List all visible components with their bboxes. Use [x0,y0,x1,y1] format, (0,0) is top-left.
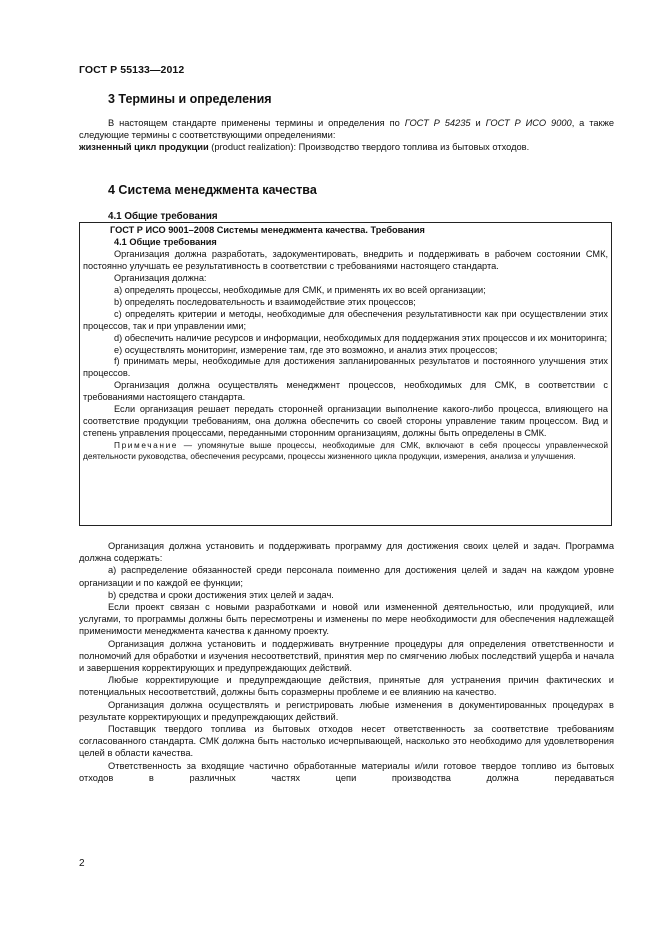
subsection-4-1-heading: 4.1 Общие требования [108,211,218,222]
box-paragraph: Организация должна: [114,272,207,283]
body-paragraph: Любые корректирующие и предупреждающие действия, принятые для устранения причин фактических и потенциальных несоответствий, должны быть соразмерны проблеме и ее влиянию на качество. [79,675,614,698]
box-paragraph: Если организация решает передать сторонней организации выполнение какого-либо процесса, влияющего на соответствие продукции требованиям, она должна обеспечить со своей стороны управление таким процессом. Вид и степень управления процессами, переданными сторонним организациям, должны быть определены в СМК. [83,404,608,439]
box-list-item: e) осуществлять мониторинг, измерение там, где это возможно, и анализ этих процессов; [114,344,498,355]
document-id-header: ГОСТ Р 55133—2012 [79,64,185,76]
body-paragraph: Организация должна установить и поддерживать внутренние процедуры для определения ответственности и полномочий для обработки и изучения несоответствий, принятия мер по смягчению любых последствий ущерба и начала и завершения корректирующих и предупреждающих действий. [79,638,614,674]
page-number: 2 [79,858,85,869]
term-name: жизненный цикл продукции [79,142,209,153]
body-list-item: a) распределение обязанностей среди персонала поименно для достижения целей и задач на каждом уровне организации и по каждой ее функции; [79,565,614,588]
reference-gost-iso-9000: ГОСТ Р ИСО 9000 [485,118,572,128]
body-paragraph: Поставщик твердого топлива из бытовых отходов несет ответственность за соответствие требованиям согласованного стандарта. СМК должна быть настолько исчерпывающей, насколько это необходимо для удовлетворения целей в области качества. [79,724,614,759]
quoted-standard-box [79,222,612,526]
box-list-item: b) определять последовательность и взаимодействие этих процессов; [114,296,416,307]
body-paragraph: Если проект связан с новыми разработками и новой или измененной деятельностью, или продукцией, или услугами, то программы должны быть пересмотрены и изменены по мере необходимости для обеспечения надлежащей применимости менеджмента качества к данному проекту. [79,602,614,637]
quoted-subsection-heading: 4.1 Общие требования [114,236,217,247]
section-4-body [79,540,614,784]
quoted-standard-title: ГОСТ Р ИСО 9001–2008 Системы менеджмента качества. Требования [110,225,425,235]
box-paragraph: Организация должна разработать, задокументировать, внедрить и поддерживать в рабочем состоянии СМК, постоянно улучшать ее результативность в соответствии с требованиями настоящего стандарта. [83,248,608,271]
term-definition: жизненный цикл продукции (product realization): Производство твердого топлива из бытовых отходов. [79,142,530,153]
section-4-heading: 4 Система менеджмента качества [108,183,317,197]
body-list-item: b) средства и сроки достижения этих целей и задач. [108,589,334,600]
box-note: Примечание — упомянутые выше процессы, необходимые для СМК, включают в себя процессы управленческой деятельности руководства, обеспечения ресурсами, процессы жизненного цикла продукции, измерения, анализа и улучшения. [83,440,608,462]
body-paragraph: Ответственность за входящие частично обработанные материалы и/или готовое твердое топливо из бытовых отходов в различных частях цепи производства должна передаваться [79,760,614,783]
body-paragraph: Организация должна установить и поддерживать программу для достижения своих целей и задач. Программа должна содержать: [79,541,614,564]
terms-intro-paragraph: В настоящем стандарте применены термины и определения по ГОСТ Р 54235 и ГОСТ Р ИСО 9000, а также следующие термины с соответствующими определениями: [79,118,615,141]
box-list-item: f) принимать меры, необходимые для достижения запланированных результатов и постоянного улучшения этих процессов. [83,356,608,379]
box-list-item: c) определять критерии и методы, необходимые для обеспечения результативности как при осуществлении этих процессов, так и при управлении ими; [83,308,608,331]
box-list-item: d) обеспечить наличие ресурсов и информации, необходимых для поддержания этих процессов и их мониторинга; [114,332,608,343]
reference-gost-54235: ГОСТ Р 54235 [404,118,471,128]
note-label: Примечание [114,440,179,451]
box-paragraph: Организация должна осуществлять менеджмент процессов, необходимых для СМК, в соответствии с требованиями настоящего стандарта. [83,380,608,403]
body-paragraph: Организация должна осуществлять и регистрировать любые изменения в документированных процедурах в результате корректирующих и предупреждающих действий. [79,699,614,722]
section-3-body [79,117,614,154]
box-list-item: a) определять процессы, необходимые для СМК, и применять их во всей организации; [114,284,486,295]
section-3-heading: 3 Термины и определения [108,92,272,106]
